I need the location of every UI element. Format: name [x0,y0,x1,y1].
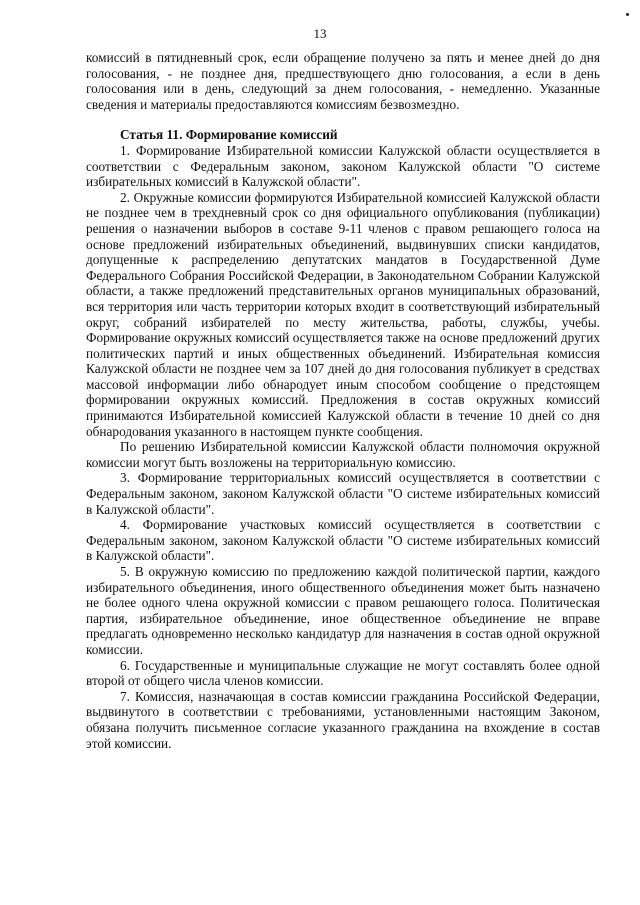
paragraph-item-6: 6. Государственные и муниципальные служащие не могут составлять более одной второй от общего числа членов комиссии. [86,657,600,689]
page-number: 13 [313,26,327,41]
scan-speck [626,13,629,16]
paragraph-continuation: комиссий в пятидневный срок, если обращение получено за пять и менее дней до дня голосования, - не позднее дня, предшествующего дню голосования, а если в день голосования или в день, следующий за днем голосования, - немедленно. Указанные сведения и материалы предоставляются комиссиям безвозмездно. [86,50,600,112]
document-body [86,50,600,751]
paragraph-item-2: 2. Окружные комиссии формируются Избирательной комиссией Калужской области не позднее чем в трехдневный срок со дня официального опубликования (публикации) решения о назначении выборов в составе 9-11 членов с правом решающего голоса на основе предложений избирательных объединений, выдвинувших списки кандидатов, допущенные к распределению депутатских мандатов в Государственной Думе Федерального Собрания Российской Федерации, в Законодательном Собрании Калужской области, а также предложений представительных органов муниципальных образований, вся территория или часть территории которых входит в соответствующий избирательный округ, собраний избирателей по месту жительства, работы, службы, учебы. Формирование окружных комиссий осуществляется также на основе предложений других политических партий и иных общественных объединений. Избирательная комиссия Калужской области не позднее чем за 107 дней до дня голосования публикует в средствах массовой информации либо обнародует иным способом сообщение о предстоящем формировании окружных комиссий. Предложения в состав окружных комиссий принимаются Избирательной комиссией Калужской области в течение 10 дней со дня обнародования указанного в настоящем пункте сообщения. [86,189,600,439]
paragraph-item-4: 4. Формирование участковых комиссий осуществляется в соответствии с Федеральным законом, законом Калужской области "О системе избирательных комиссий в Калужской области". [86,517,600,564]
paragraph-item-7: 7. Комиссия, назначающая в состав комиссии гражданина Российской Федерации, выдвинутого в соответствии с требованиями, установленными настоящим Законом, обязана получить письменное согласие указанного гражданина на вхождение в состав этой комиссии. [86,688,600,751]
article-heading: Статья 11. Формирование комиссий [120,127,338,143]
paragraph-item-2-note: По решению Избирательной комиссии Калужской области полномочия окружной комиссии могут быть возложены на территориальную комиссию. [86,439,600,470]
paragraph-item-3: 3. Формирование территориальных комиссий осуществляется в соответствии с Федеральным законом, законом Калужской области "О системе избирательных комиссий в Калужской области". [86,470,600,517]
paragraph-item-5: 5. В окружную комиссию по предложению каждой политической партии, каждого избирательного объединения, иного общественного объединения может быть назначено не более одного члена окружной комиссии с правом решающего голоса. Политическая партия, избирательное объединение, иное общественное объединение не вправе предлагать одновременно несколько кандидатур для назначения в состав одной окружной комиссии. [86,564,600,657]
paragraph-item-1: 1. Формирование Избирательной комиссии Калужской области осуществляется в соответствии с Федеральным законом, законом Калужской области "О системе избирательных комиссий в Калужской области". [86,142,600,190]
